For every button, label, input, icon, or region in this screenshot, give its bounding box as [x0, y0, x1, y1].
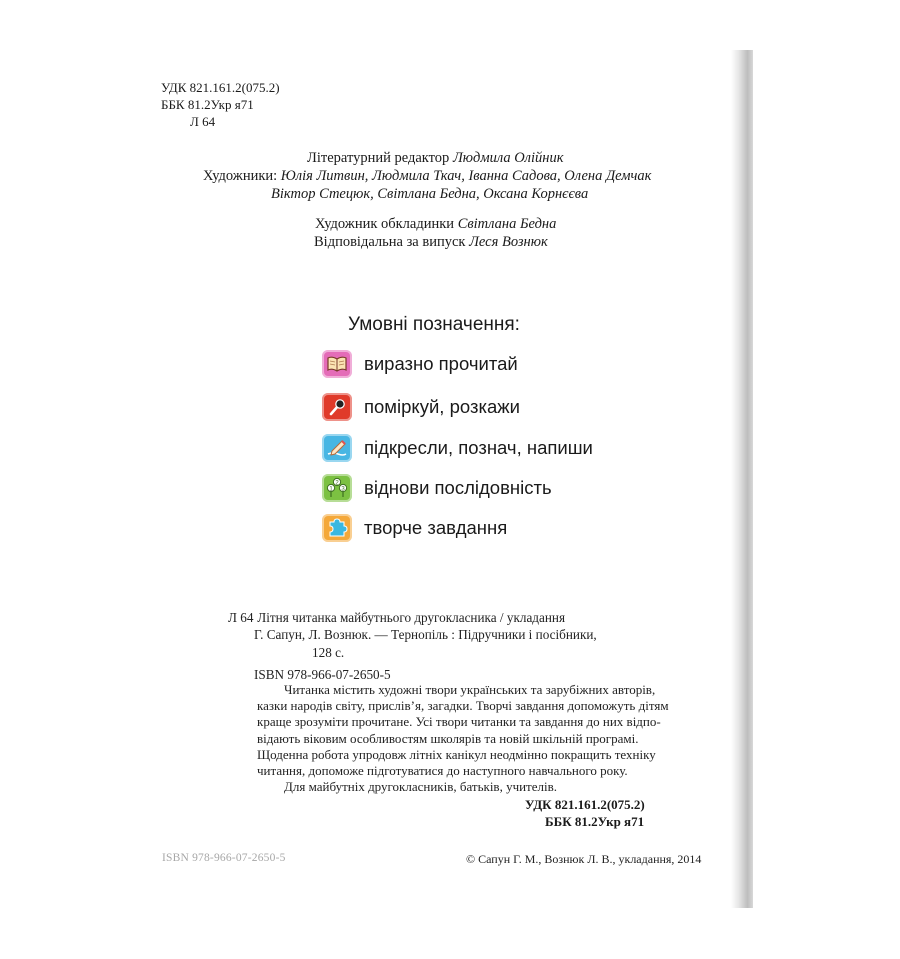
annotation	[257, 682, 669, 795]
credits-block	[180, 149, 700, 251]
responsible-name: Леся Вознюк	[469, 234, 548, 250]
biblio-line-3: 128 с.	[312, 644, 345, 660]
legend-item-creative	[322, 513, 507, 543]
legend-item-read	[322, 349, 518, 379]
annotation-line: читання, допоможе підготуватися до наступного навчального року.	[257, 763, 628, 779]
artists-line-2: Віктор Стецюк, Світлана Бедна, Оксана Корнєєва	[271, 186, 589, 202]
legend-item-think	[322, 392, 520, 422]
legend-item-write	[322, 433, 593, 463]
book-icon	[322, 350, 352, 378]
artists-row	[180, 167, 700, 185]
classification-block	[161, 79, 280, 130]
annotation-line: Щоденна робота упродовж літніх канікул неодмінно покращить техніку	[257, 746, 656, 762]
footer-classification	[525, 796, 645, 830]
biblio-line-1	[228, 609, 597, 626]
responsible-label: Відповідальна за випуск	[314, 234, 466, 250]
legend-label-think: поміркуй, розкажи	[364, 396, 520, 417]
page-edge-shadow	[731, 50, 753, 908]
annotation-line: Читанка містить художні твори українських та зарубіжних авторів,	[284, 682, 656, 697]
legend-item-sequence	[322, 473, 552, 503]
bbk-code: ББК 81.2Укр я71	[161, 97, 254, 112]
literary-editor-label: Літературний редактор	[307, 150, 450, 166]
author-code: Л 64	[190, 114, 216, 129]
svg-text:2: 2	[335, 480, 339, 487]
biblio-title: Літня читанка майбутнього другокласника / укладання	[257, 610, 566, 625]
biblio-code: Л 64	[228, 610, 254, 625]
legend-label-read: виразно прочитай	[364, 353, 518, 374]
svg-text:1: 1	[329, 486, 333, 493]
udk-code: УДК 821.161.2(075.2)	[161, 80, 280, 95]
cover-artist-name: Світлана Бедна	[457, 216, 557, 232]
literary-editor-name: Людмила Олійник	[452, 150, 564, 166]
artists-row-2	[180, 185, 700, 203]
annotation-line: відають віковим особливостям школярів та новій шкільній програмі.	[257, 730, 639, 746]
copyright-notice: © Сапун Г. М., Вознюк Л. В., укладання, 2014	[466, 852, 702, 866]
legend-label-write: підкресли, познач, напиши	[364, 437, 593, 458]
pencil-icon	[322, 434, 352, 462]
legend-label-creative: творче завдання	[364, 517, 508, 538]
microphone-icon	[322, 393, 352, 421]
annotation-audience: Для майбутніх другокласників, батьків, учителів.	[284, 779, 557, 795]
cover-artist-row	[180, 215, 700, 233]
legend-title: Умовні позначення:	[348, 314, 520, 335]
responsible-row	[180, 233, 700, 251]
footer-bbk: ББК 81.2Укр я71	[545, 814, 645, 829]
legend-label-sequence: віднови послідовність	[364, 477, 552, 498]
annotation-line: краще зрозуміти прочитане. Усі твори читанки та завдання до них відпо-	[257, 714, 661, 730]
annotation-line: казки народів світу, прислів’я, загадки. Творчі завдання допоможуть дітям	[257, 698, 669, 714]
footer-isbn: ISBN 978-966-07-2650-5	[162, 852, 286, 864]
artists-line-1: Юлія Литвин, Людмила Ткач, Іванна Садова, Олена Демчак	[280, 168, 652, 184]
svg-text:3: 3	[341, 486, 345, 493]
puzzle-icon	[322, 514, 352, 542]
biblio-line-2: Г. Сапун, Л. Вознюк. — Тернопіль : Підручники і посібники,	[254, 627, 597, 643]
artists-label: Художники:	[203, 168, 278, 184]
cover-artist-label: Художник обкладинки	[315, 216, 455, 232]
biblio-isbn: ISBN 978-966-07-2650-5	[254, 666, 391, 682]
bibliographic-record	[228, 609, 597, 683]
sequence-icon	[322, 474, 352, 502]
literary-editor-row	[180, 149, 700, 167]
footer-udk: УДК 821.161.2(075.2)	[525, 797, 645, 812]
